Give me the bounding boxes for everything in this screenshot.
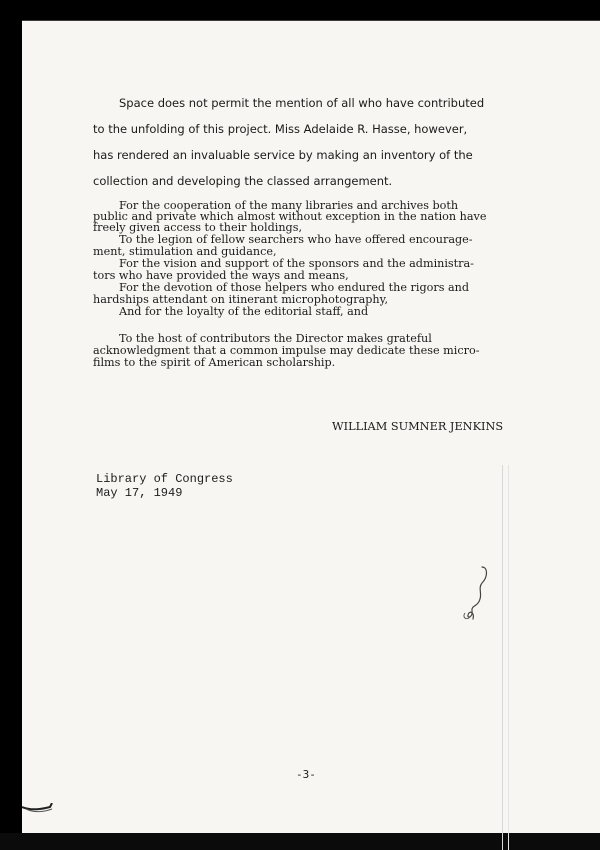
paragraph2-line-1: For the cooperation of the many libraries and archives both bbox=[119, 199, 459, 212]
paragraph2-line-2: public and private which almost without exception in the nation have bbox=[93, 210, 487, 223]
document-page bbox=[22, 20, 600, 833]
paragraph2-line-5: ment, stimulation and guidance, bbox=[93, 245, 277, 258]
pencil-mark-icon bbox=[458, 563, 498, 625]
page-number: -3- bbox=[296, 768, 316, 781]
page-edge-line bbox=[22, 20, 600, 21]
paragraph1-line-1: Space does not permit the mention of all who have contributed bbox=[119, 96, 485, 110]
paragraph3-line-3: films to the spirit of American scholarship. bbox=[93, 356, 336, 369]
signature-name: WILLIAM SUMNER JENKINS bbox=[332, 420, 504, 433]
corner-smudge-icon bbox=[22, 803, 82, 833]
date-line: May 17, 1949 bbox=[96, 486, 183, 500]
paragraph2-line-10: And for the loyalty of the editorial staff, and bbox=[119, 305, 369, 318]
paragraph1-line-2: to the unfolding of this project. Miss Adelaide R. Hasse, however, bbox=[93, 122, 468, 136]
paragraph2-line-6: For the vision and support of the sponsors and the administra- bbox=[119, 257, 474, 270]
paragraph3-line-1: To the host of contributors the Director makes grateful bbox=[119, 332, 432, 345]
scan-rule-line bbox=[502, 465, 503, 850]
paragraph1-line-4: collection and developing the classed arrangement. bbox=[93, 174, 393, 188]
paragraph1-line-3: has rendered an invaluable service by making an inventory of the bbox=[93, 148, 473, 162]
scan-rule-line-2 bbox=[508, 465, 509, 850]
place-line: Library of Congress bbox=[96, 472, 233, 486]
paragraph2-line-9: hardships attendant on itinerant microphotography, bbox=[93, 293, 388, 306]
paragraph2-line-8: For the devotion of those helpers who endured the rigors and bbox=[119, 281, 470, 294]
paragraph2-line-7: tors who have provided the ways and means, bbox=[93, 269, 349, 282]
paragraph2-line-4: To the legion of fellow searchers who have offered encourage- bbox=[119, 233, 473, 246]
paragraph3-line-2: acknowledgment that a common impulse may dedicate these micro- bbox=[93, 344, 480, 357]
paragraph2-line-3: freely given access to their holdings, bbox=[93, 221, 303, 234]
